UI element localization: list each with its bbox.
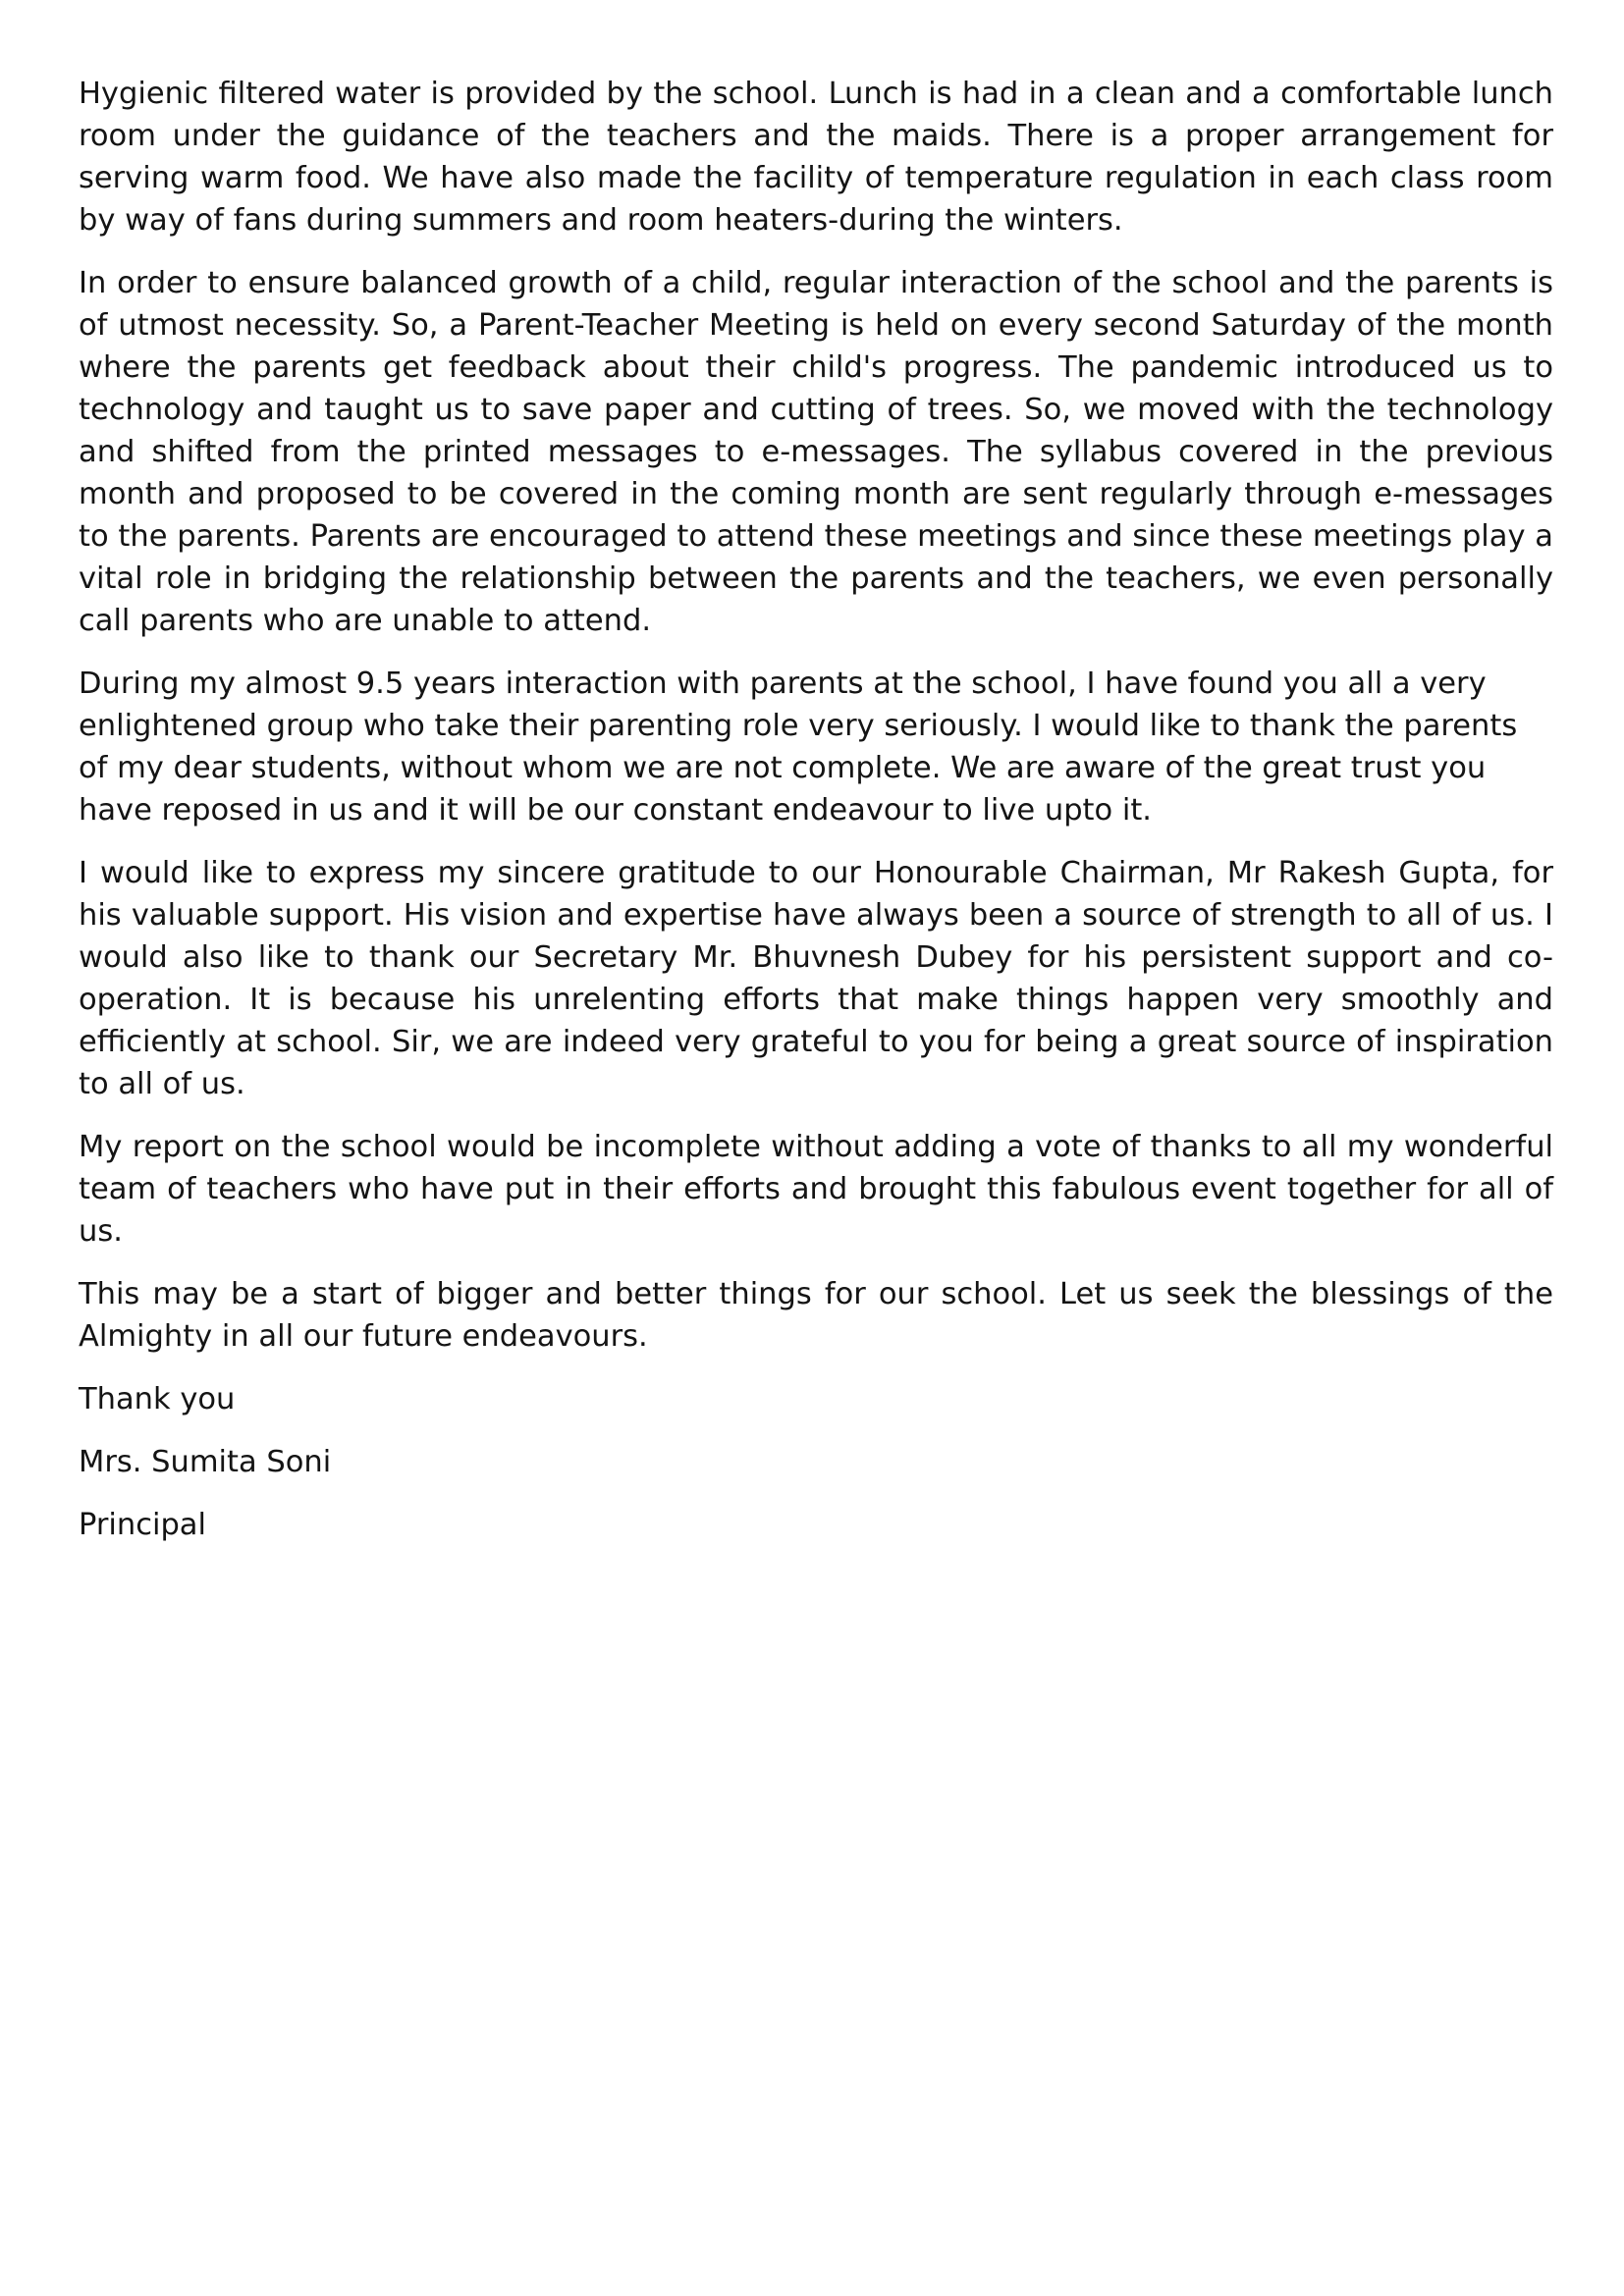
paragraph-vote-of-thanks: My report on the school would be incomplete without adding a vote of thanks to all my wonderful team of teachers who have put in their efforts and brought this fabulous event together for all of us. (79, 1130, 1553, 1249)
paragraph-blessings: This may be a start of bigger and better things for our school. Let us seek the blessings of the Almighty in all our future endeavours. (79, 1277, 1553, 1354)
paragraph-parent-interaction: During my almost 9.5 years interaction with parents at the school, I have found you all a very enlightened group who take their parenting role very seriously. I would like to thank the parents of my dear students, without whom we are not complete. We are aware of the great trust you have reposed in us and it will be our constant endeavour to live upto it. (79, 667, 1518, 828)
document-page (79, 73, 1553, 1567)
signatory-name: Mrs. Sumita Soni (79, 1445, 332, 1479)
paragraph-gratitude: I would like to express my sincere gratitude to our Honourable Chairman, Mr Rakesh Gupta, for his valuable support. His vision and expertise have always been a source of strength to all of us. I would also like to thank our Secretary Mr. Bhuvnesh Dubey for his persistent support and co-operation. It is because his unrelenting efforts that make things happen very smoothly and efficiently at school. Sir, we are indeed very grateful to you for being a great source of inspiration to all of us. (79, 856, 1553, 1101)
signatory-title: Principal (79, 1508, 206, 1542)
paragraph-facilities: Hygienic filtered water is provided by the school. Lunch is had in a clean and a comfortable lunch room under the guidance of the teachers and the maids. There is a proper arrangement for serving warm food. We have also made the facility of temperature regulation in each class room by way of fans during summers and room heaters-during the winters. (79, 77, 1553, 238)
closing-thanks: Thank you (79, 1382, 236, 1416)
paragraph-parent-teacher-meetings: In order to ensure balanced growth of a child, regular interaction of the school and the parents is of utmost necessity. So, a Parent-Teacher Meeting is held on every second Saturday of the month where the parents get feedback about their child's progress. The pandemic introduced us to technology and taught us to save paper and cutting of trees. So, we moved with the technology and shifted from the printed messages to e-messages. The syllabus covered in the previous month and proposed to be covered in the coming month are sent regularly through e-messages to the parents. Parents are encouraged to attend these meetings and since these meetings play a vital role in bridging the relationship between the parents and the teachers, we even personally call parents who are unable to attend. (79, 266, 1553, 638)
